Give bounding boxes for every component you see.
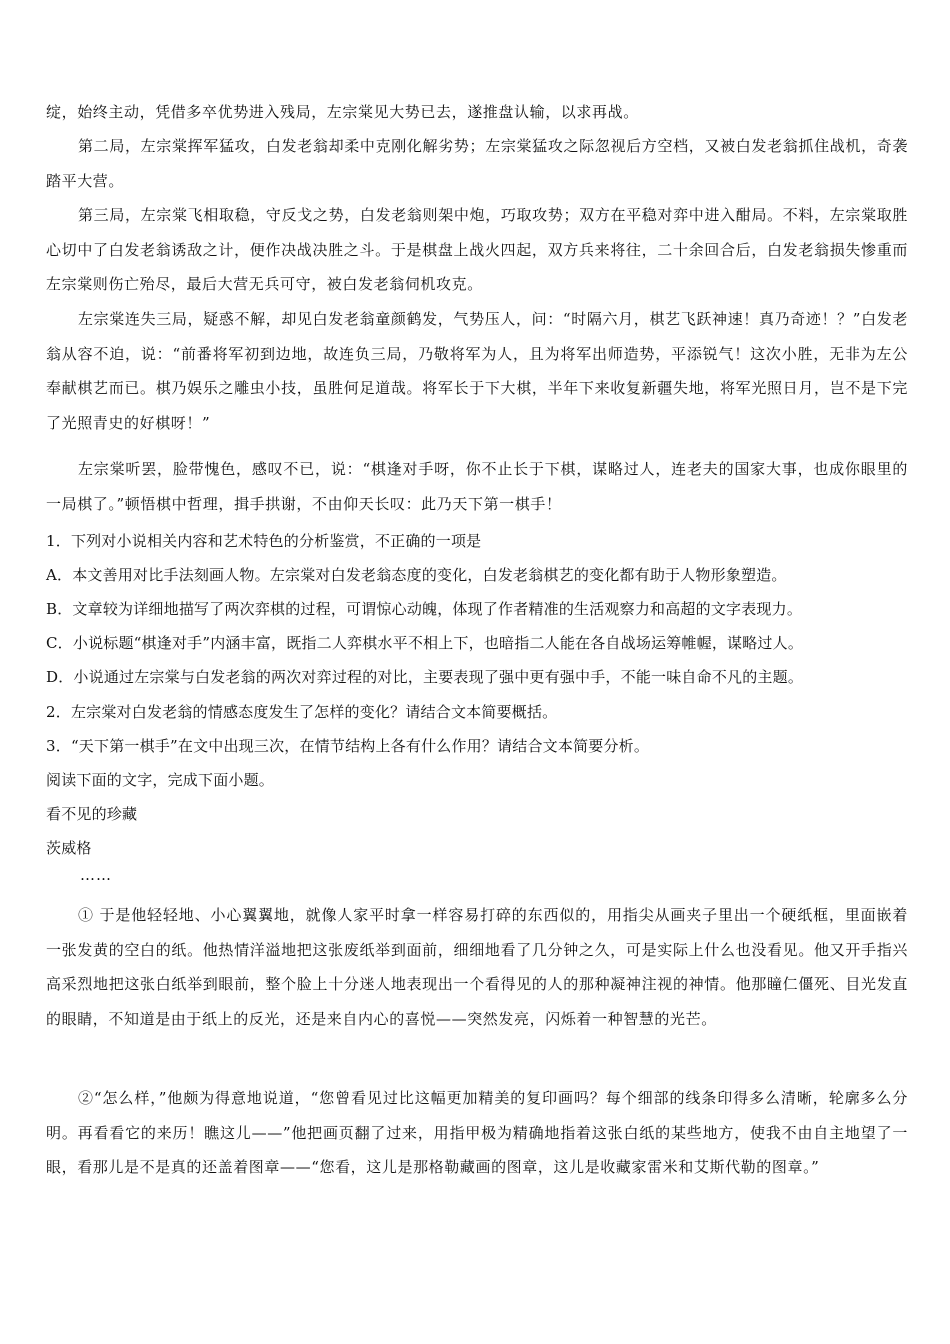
paragraph-dialogue: 左宗棠连失三局，疑惑不解，却见白发老翁童颜鹤发，气势压人，问：“时隔六月，棋艺飞跃神速！真乃奇迹！？”白发老翁从容不迫，说：“前番将军初到边地，故连负三局，乃敬将军为人，且为将军出师造势，平添锐气！这次小胜，无非为左公奉献棋艺而已。棋乃娱乐之雕虫小技，虽胜何足道哉。将军长于下大棋，半年下来收复新疆失地，将军光照日月，岂不是下完了光照青史的好棋呀！” bbox=[46, 310, 908, 432]
question-3: 3．“天下第一棋手”在文中出现三次，在情节结构上各有什么作用？请结合文本简要分析。 bbox=[46, 737, 650, 755]
passage-author: 茨威格 bbox=[46, 839, 92, 857]
paragraph-1: ① 于是他轻轻地、小心翼翼地，就像人家平时拿一样容易打碎的东西似的，用指尖从画夹子里出一个硬纸框，里面嵌着一张发黄的空白的纸。他热情洋溢地把这张废纸举到面前，细细地看了几分钟之久，可是实际上什么也没看见。他又开手指兴高采烈地把这张白纸举到眼前，整个脸上十分迷人地表现出一个看得见的人的那种凝神注视的神情。他那瞳仁僵死、目光发直的眼睛，不知道是由于纸上的反光，还是来自内心的喜悦——突然发亮，闪烁着一种智慧的光芒。 bbox=[46, 906, 908, 1028]
paragraph-round-3: 第三局，左宗棠飞相取稳，守反戈之势，白发老翁则架中炮，巧取攻势；双方在平稳对弈中进入酣局。不料，左宗棠取胜心切中了白发老翁诱敌之计，便作决战决胜之斗。于是棋盘上战火四起，双方兵来将往，二十余回合后，白发老翁损失惨重而左宗棠则伤亡殆尽，最后大营无兵可守，被白发老翁伺机攻克。 bbox=[46, 206, 908, 293]
passage-title: 看不见的珍藏 bbox=[46, 805, 138, 823]
paragraph-2: ②“怎么样，”他颇为得意地说道，“您曾看见过比这幅更加精美的复印画吗？每个细部的线条印得多么清晰，轮廓多么分明。再看看它的来历！瞧这儿——”他把画页翻了过来，用指甲极为精确地指着这张白纸的某些地方，使我不由自主地望了一眼，看那儿是不是真的还盖着图章——“您看，这儿是那格勒藏画的图章，这儿是收藏家雷米和艾斯代勒的图章。” bbox=[46, 1089, 908, 1176]
question-1-option-d: D．小说通过左宗棠与白发老翁的两次对弈过程的对比，主要表现了强中更有强中手，不能一味自命不凡的主题。 bbox=[46, 668, 804, 686]
paragraph-round-2: 第二局，左宗棠挥军猛攻，白发老翁却柔中克刚化解劣势；左宗棠猛攻之际忽视后方空档，又被白发老翁抓住战机，奇袭踏平大营。 bbox=[46, 137, 908, 190]
question-1: 1．下列对小说相关内容和艺术特色的分析鉴赏，不正确的一项是 bbox=[46, 532, 482, 550]
paragraph-intro: 绽，始终主动，凭借多卒优势进入残局，左宗棠见大势已去，遂推盘认输，以求再战。 bbox=[46, 103, 639, 121]
paragraph-ending: 左宗棠听罢，脸带愧色，感叹不已，说：“棋逢对手呀，你不止长于下棋，谋略过人，连老夫的国家大事，也成你眼里的一局棋了。”顿悟棋中哲理，揖手拱谢，不由仰天长叹：此乃天下第一棋手！ bbox=[46, 460, 908, 513]
question-1-option-c: C．小说标题“棋逢对手”内涵丰富，既指二人弈棋水平不相上下，也暗指二人能在各自战场运筹帷幄，谋略过人。 bbox=[46, 634, 804, 652]
question-2: 2．左宗棠对白发老翁的情感态度发生了怎样的变化？请结合文本简要概括。 bbox=[46, 703, 558, 721]
omission-ellipsis: …… bbox=[80, 866, 112, 884]
question-1-option-b: B．文章较为详细地描写了两次弈棋的过程，可谓惊心动魄，体现了作者精准的生活观察力和高超的文字表现力。 bbox=[46, 600, 803, 618]
reading-instruction: 阅读下面的文字，完成下面小题。 bbox=[46, 771, 275, 789]
question-1-option-a: A．本文善用对比手法刻画人物。左宗棠对白发老翁态度的变化，白发老翁棋艺的变化都有助于人物形象塑造。 bbox=[46, 566, 787, 584]
